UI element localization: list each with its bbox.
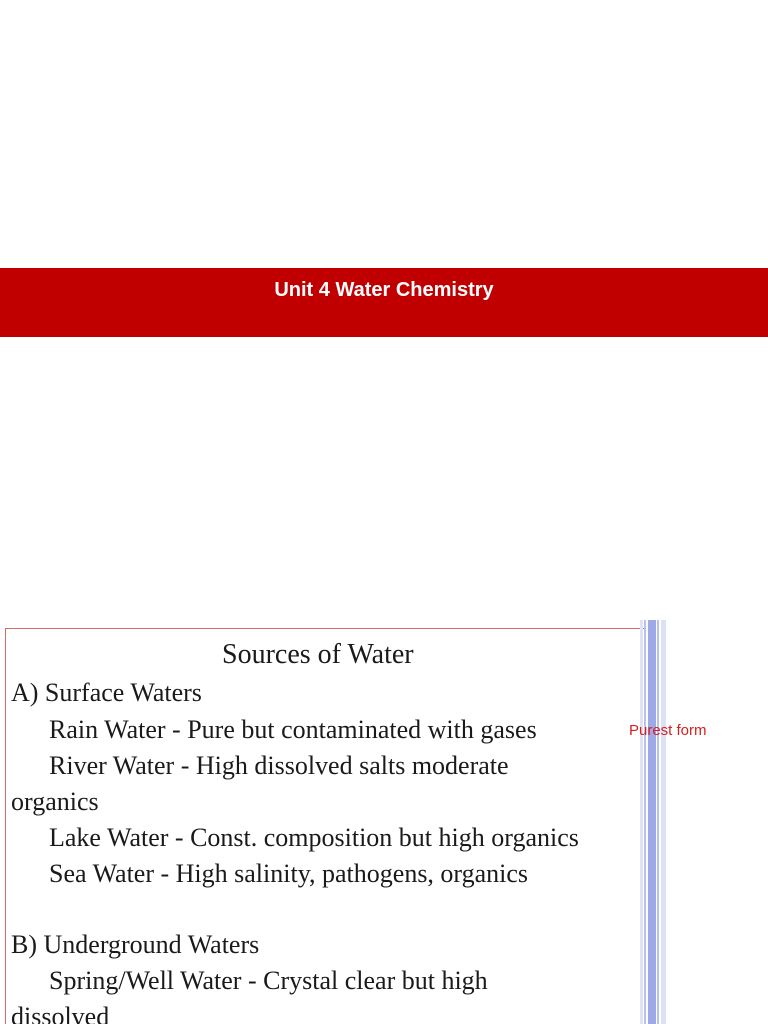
stripe	[657, 620, 659, 1024]
sea-water-line: Sea Water - High salinity, pathogens, organics	[49, 859, 529, 888]
stripe	[648, 620, 656, 1024]
section-b-heading: B) Underground Waters	[11, 930, 260, 959]
scanned-slide-image	[0, 620, 668, 1024]
stripe	[644, 620, 646, 1024]
scan-edge-stripes	[640, 620, 666, 1024]
river-water-line: River Water - High dissolved salts moderate	[49, 751, 509, 780]
stripe	[661, 620, 666, 1024]
spring-well-continuation: dissolved	[11, 1002, 110, 1024]
title-banner	[0, 268, 768, 337]
spring-well-water-line: Spring/Well Water - Crystal clear but high	[49, 966, 488, 995]
rain-water-line: Rain Water - Pure but contaminated with gases	[49, 715, 537, 744]
scan-heading: Sources of Water	[222, 639, 414, 670]
lake-water-line: Lake Water - Const. composition but high organics	[49, 823, 579, 852]
purest-form-annotation: Purest form	[629, 722, 707, 739]
stripe	[640, 620, 643, 1024]
page-title: Unit 4 Water Chemistry	[274, 279, 494, 301]
river-water-continuation: organics	[11, 787, 99, 816]
section-a-heading: A) Surface Waters	[11, 678, 202, 707]
